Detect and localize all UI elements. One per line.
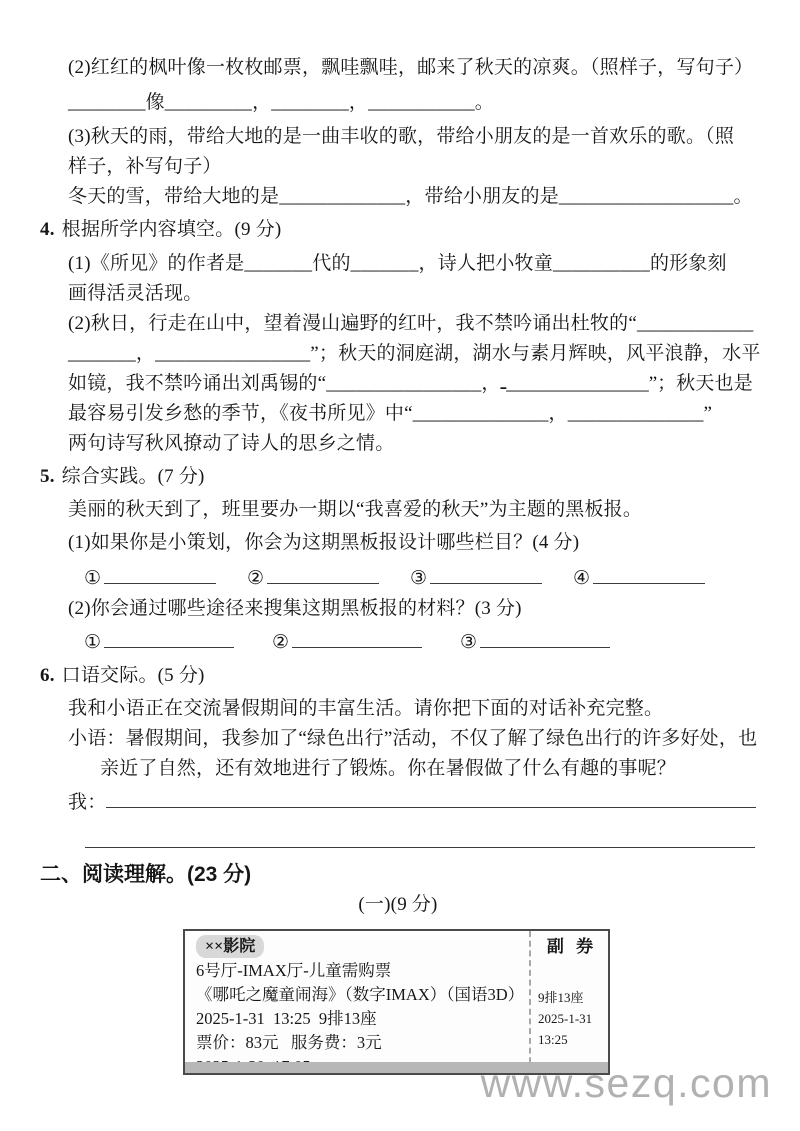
- answer-blank: [480, 627, 610, 648]
- q4-item1-line2: 画得活灵活现。: [68, 283, 203, 304]
- answer-blank: [593, 563, 705, 584]
- q5-item1-blank-2: [247, 563, 410, 594]
- q3-item3-prompt-line2: 样子，补写句子）: [68, 156, 222, 177]
- ticket-hall-info: 6号厅-IMAX厅-儿童需购票: [196, 960, 392, 980]
- q4-item2-line3: 如镜，我不禁吟诵出刘禹锡的“________________，ـ_______________”；秋天也是: [68, 373, 753, 394]
- answer-blank: [104, 563, 216, 584]
- circled-number-3: ③: [460, 631, 478, 653]
- circled-number-1: ①: [84, 631, 102, 653]
- q5-title: 综合实践。(7 分): [61, 466, 205, 487]
- stub-date: 2025-1-31: [538, 1010, 593, 1026]
- q5-item1-blank-3: [410, 563, 573, 594]
- q5-intro: 美丽的秋天到了，班里要办一期以“我喜爱的秋天”为主题的黑板报。: [68, 499, 643, 520]
- cinema-name-badge: ××影院: [196, 935, 264, 958]
- site-watermark: www.sezq.com: [480, 1060, 772, 1106]
- q5-item2-blank-3: [460, 627, 610, 658]
- answer-blank: [104, 627, 234, 648]
- q4-item2-line4: 最容易引发乡愁的季节，《夜书所见》中“______________，______________”: [68, 403, 713, 424]
- q4-number: 4.: [40, 219, 55, 240]
- q4-item1-line1: (1)《所见》的作者是_______代的_______，诗人把小牧童__________的形象刻: [68, 253, 727, 274]
- ticket-price-info: 票价：83元 服务费：3元: [196, 1032, 382, 1052]
- q5-number: 5.: [40, 466, 55, 487]
- q6-dialog-line1: 小语：暑假期间，我参加了“绿色出行”活动，不仅了解了绿色出行的许多好处，也: [68, 727, 758, 749]
- q5-item1-blank-4: [573, 563, 705, 594]
- q5-item2-blank-row: [84, 627, 756, 658]
- q4-item2-line2: _______，________________”；秋天的洞庭湖，湖水与素月辉映，风平浪静，水平: [68, 343, 761, 364]
- q6-intro: 我和小语正在交流暑假期间的丰富生活。请你把下面的对话补充完整。: [68, 697, 664, 719]
- circled-number-3: ③: [410, 567, 428, 589]
- q4-item2-line5: 两句诗写秋风撩动了诗人的思乡之情。: [68, 433, 395, 454]
- q5-item2-blank-1: [84, 627, 272, 658]
- q3-item3-prompt-line1: (3)秋天的雨，带给大地的是一曲丰收的歌，带给小朋友的是一首欢乐的歌。（照: [68, 126, 735, 147]
- q6-extra-answer-line: [40, 830, 756, 858]
- q6-answer-line: [68, 787, 756, 818]
- circled-number-2: ②: [272, 631, 290, 653]
- ticket-movie-title: 《哪吒之魔童闹海》（数字IMAX）（国语3D）: [196, 984, 525, 1004]
- q4-title: 根据所学内容填空。(9 分): [61, 219, 282, 240]
- q4-item2-line1: (2)秋日，行走在山中，望着漫山遍野的红叶，我不禁吟诵出杜牧的“____________: [68, 313, 754, 334]
- q3-item3-answer-line: 冬天的雪，带给大地的是_____________，带给小朋友的是__________________。: [68, 186, 753, 207]
- ticket-stub-section: [529, 931, 608, 1073]
- q6-me-label: 我：: [68, 791, 107, 813]
- q6-heading: [40, 661, 756, 691]
- q5-item1-blank-1: [84, 563, 247, 594]
- circled-number-4: ④: [573, 567, 591, 589]
- stub-title: 副 券: [546, 936, 598, 956]
- q5-item1-prompt: (1)如果你是小策划，你会为这期黑板报设计哪些栏目？(4 分): [68, 532, 580, 553]
- section2-heading: 二、阅读理解。(23 分): [40, 862, 252, 886]
- q5-item2-prompt: (2)你会通过哪些途径来搜集这期黑板报的材料？(3 分): [68, 597, 522, 619]
- q5-heading: [40, 462, 756, 492]
- section2-part-label: (一)(9 分): [358, 893, 438, 915]
- circled-number-2: ②: [247, 567, 265, 589]
- answer-blank: [292, 627, 422, 648]
- stub-seat: 9排13座: [538, 989, 584, 1005]
- q6-number: 6.: [40, 664, 55, 686]
- q3-item2-prompt: (2)红红的枫叶像一枚枚邮票，飘哇飘哇，邮来了秋天的凉爽。（照样子，写句子）: [68, 57, 754, 78]
- q6-dialog-line2: 亲近了自然，还有效地进行了锻炼。你在暑假做了什么有趣的事呢？: [100, 757, 677, 779]
- q6-title: 口语交际。(5 分): [61, 664, 205, 686]
- answer-blank: [267, 563, 379, 584]
- circled-number-1: ①: [84, 567, 102, 589]
- ticket-showtime-seat: 2025-1-31 13:25 9排13座: [196, 1008, 377, 1028]
- q5-item1-blank-row: [84, 563, 756, 594]
- q3-item2-answer-line: ________像_________，________，___________。: [68, 92, 495, 113]
- answer-blank: [85, 830, 755, 848]
- stub-time: 13:25: [538, 1031, 568, 1047]
- movie-ticket: [183, 929, 610, 1075]
- ticket-main-section: [185, 931, 529, 1073]
- answer-blank: [430, 563, 542, 584]
- q5-item2-blank-2: [272, 627, 460, 658]
- q4-heading: [40, 215, 756, 245]
- answer-blank: [106, 787, 756, 808]
